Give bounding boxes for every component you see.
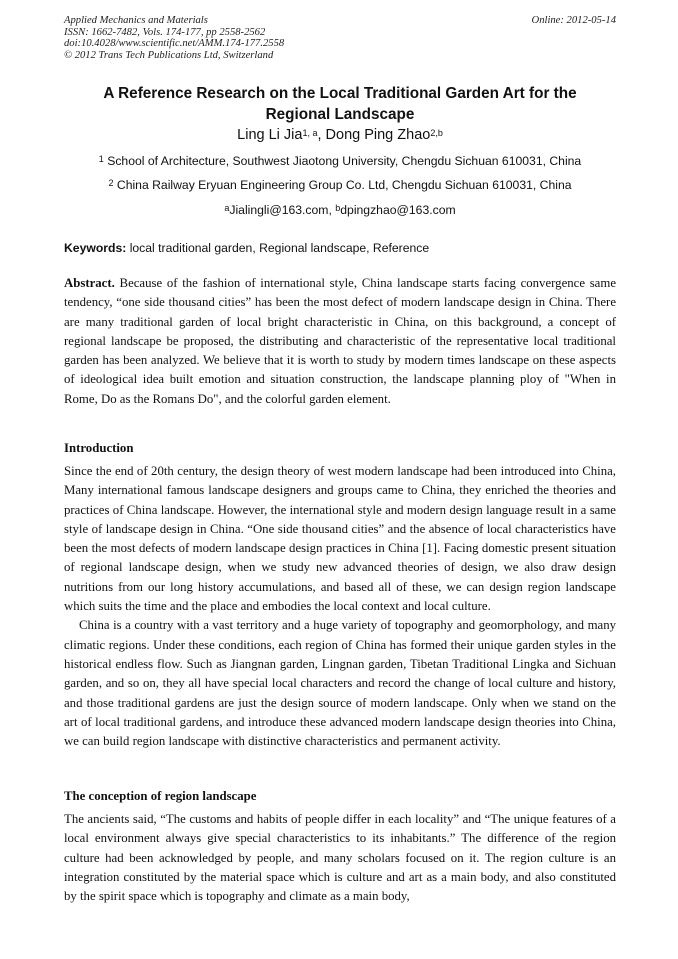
email-a: Jialingli@163.com (229, 203, 329, 217)
affiliation-2-sup: 2 (108, 178, 114, 188)
affiliation-1-sup: 1 (98, 154, 104, 164)
title-line-2: Regional Landscape (265, 106, 415, 123)
author-2-sup: 2,b (430, 128, 443, 138)
email-a-sup: a (224, 203, 230, 213)
affiliation-1 (64, 154, 616, 169)
issn-line: ISSN: 1662-7482, Vols. 174-177, pp 2558-2562 (64, 26, 266, 38)
affiliation-2-text: China Railway Eryuan Engineering Group Co. Ltd, Chengdu Sichuan 610031, China (116, 178, 572, 192)
copyright-line: © 2012 Trans Tech Publications Ltd, Switzerland (64, 49, 274, 61)
email-b-sup: b (335, 203, 341, 213)
affiliation-1-text: School of Architecture, Southwest Jiaotong University, Chengdu Sichuan 610031, China (107, 154, 582, 168)
email-b: dpingzhao@163.com (340, 203, 456, 217)
keywords-label: Keywords: (64, 241, 127, 255)
author-1-sup: 1, a (302, 128, 318, 138)
introduction-paragraph-1: Since the end of 20th century, the design theory of west modern landscape had been introduced into China, Many international famous landscape designers and groups came to China, they enriched the theories and practices of China landscape. However, the international style and modern design language result in a same style of landscape design in China. “One side thousand cities” and the absence of local characteristics have been the most defects of modern landscape design practices in China [1]. Facing domestic present situation of regional landscape design, when we study new advanced theories of design, we also draw design nutritions from our long history accumulations, and based all of these, we can design region landscape which suits the time and the place and embodies the local context and local culture. (64, 464, 616, 614)
keywords (64, 241, 616, 256)
online-date: Online: 2012-05-14 (531, 15, 616, 26)
affiliation-2 (64, 178, 616, 193)
section-heading-introduction: Introduction (64, 441, 134, 455)
author-separator: , (317, 127, 326, 143)
region-paragraph-1: The ancients said, “The customs and habits of people differ in each locality” and “The unique features of a local environment always give special characteristics to its inhabitants.” The difference of the region culture had been acknowledged by people, and many scholars focused on it. The region culture is an integration constituted by the material space which is culture and art as a main body, and also constituted by the spirit space which is topography and climate as a main body, (64, 812, 616, 904)
doi-line: doi:10.4028/www.scientific.net/AMM.174-177.2558 (64, 38, 285, 50)
author-1: Ling Li Jia (237, 127, 303, 143)
abstract (64, 274, 616, 409)
abstract-text: Because of the fashion of international style, China landscape starts facing convergence same tendency, “one side thousand cities” has been the most defect of modern landscape design in China. There are many traditional garden of local bright characteristic in China, on this background, a concept of regional landscape be proposed, the distributing and characteristic of the representative local traditional garden has been analyzed. We believe that it is worth to study by modern times landscape on these aspects of ideological idea built emotion and situation construction, the landscape planning ploy of "When in Rome, Do as the Romans Do", and the colorful garden element. (64, 276, 616, 406)
introduction-paragraph-2: China is a country with a vast territory and a huge variety of topography and geomorphology, and many climatic regions. Under these conditions, each region of China has formed their unique garden styles in the historical endless flow. Such as Jiangnan garden, Lingnan garden, Tibetan Traditional Lingka and Sichuan garden, and so on, they all have special local characters and record the change of local culture and history, and those traditional gardens are just the design source of modern landscape. Only when we stand on the art of local traditional gardens, and introduce these advanced modern landscape design theories into China, we can build region landscape with distinctive characteristics and permanent activity. (64, 618, 616, 749)
section-heading-region-landscape: The conception of region landscape (64, 789, 257, 803)
introduction-body (64, 462, 616, 751)
paper-title (64, 83, 616, 125)
journal-name: Applied Mechanics and Materials (64, 15, 208, 26)
journal-header (64, 15, 616, 61)
abstract-paragraph (64, 274, 616, 409)
author-list (64, 126, 616, 144)
title-line-1: A Reference Research on the Local Traditional Garden Art for the (103, 85, 577, 102)
keywords-text: local traditional garden, Regional landscape, Reference (126, 241, 430, 255)
abstract-label: Abstract. (64, 276, 115, 290)
email-separator: , (328, 203, 336, 217)
region-landscape-body (64, 810, 616, 906)
author-2: Dong Ping Zhao (325, 127, 431, 143)
author-emails (64, 203, 616, 218)
